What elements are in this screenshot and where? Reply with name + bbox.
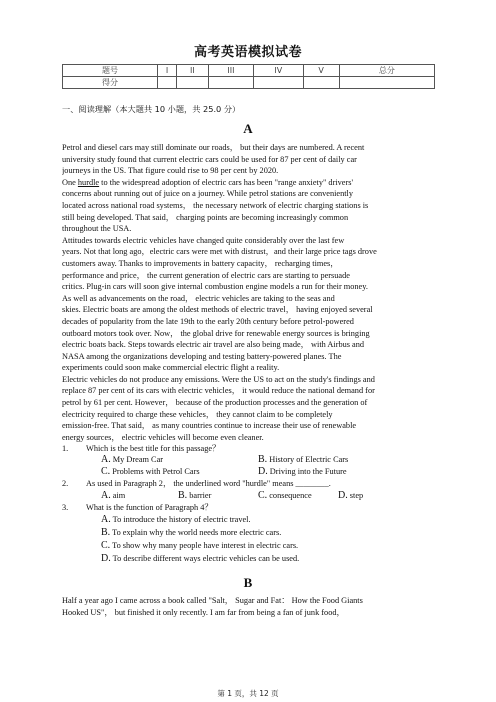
- question-2: [62, 478, 331, 489]
- score-row-label: 得分: [63, 77, 158, 89]
- section-heading: 一、阅读理解（本大题共 10 小题，共 25.0 分）: [62, 104, 241, 114]
- q1-option-c[interactable]: [101, 466, 200, 477]
- passage-a-body: [62, 142, 436, 443]
- q3-option-d[interactable]: [101, 553, 299, 564]
- passage-line: Hooked US"， but finished it only recently. I am far from being a fan of junk food，: [62, 607, 345, 617]
- score-header-cell: III: [208, 65, 253, 77]
- passage-line: As well as advancements on the road， electric vehicles are taking to the seas and: [62, 293, 335, 303]
- passage-line: electricity required to charge these vehicles， they cannot claim to be completely: [62, 409, 333, 419]
- score-header-cell: I: [158, 65, 177, 77]
- question-number: 3.: [62, 503, 69, 512]
- q1-option-d[interactable]: [258, 466, 347, 477]
- score-table-score-row: [63, 77, 435, 89]
- score-header-cell: 总分: [339, 65, 434, 77]
- option-text: Problems with Petrol Cars: [110, 467, 200, 476]
- score-header-cell: II: [176, 65, 208, 77]
- score-header-cell: V: [303, 65, 339, 77]
- passage-line: NASA among the organizations developing and testing battery-powered planes. The: [62, 351, 342, 361]
- option-label: B.: [178, 490, 188, 501]
- passage-line-hurdle: [62, 177, 436, 189]
- question-stem: Which is the best title for this passage？: [86, 444, 221, 453]
- passage-line: still being developed. That said， charging points are becoming increasingly common: [62, 212, 349, 222]
- option-text: Driving into the Future: [267, 467, 347, 476]
- option-text: step: [347, 491, 364, 500]
- passage-line: journeys in the US. That figure could rise to 98 per cent by 2020.: [62, 166, 279, 176]
- option-text: My Dream Car: [110, 455, 164, 464]
- page-footer: 第 1 页，共 12 页: [217, 689, 279, 698]
- passage-line: electric boats back. Steps towards electric air travel are also being made， with Airbus and: [62, 340, 365, 350]
- option-text: barrier: [187, 491, 212, 500]
- question-stem: As used in Paragraph 2， the underlined word "hurdle" means ________.: [86, 479, 331, 488]
- passage-line: replace 87 per cent of its cars with electric vehicles， it would reduce the national demand for: [62, 386, 375, 396]
- page-title: 高考英语模拟试卷: [193, 45, 302, 60]
- option-text: History of Electric Cars: [267, 455, 349, 464]
- q3-option-c[interactable]: [101, 540, 298, 551]
- passage-line: skies. Electric boats are among the oldest methods of electric travel， having enjoyed several: [62, 305, 373, 315]
- passage-line: concerns about running out of juice on a journey. While petrol stations are conveniently: [62, 189, 353, 199]
- q3-option-a[interactable]: [101, 514, 251, 525]
- passage-line: emission-free. That said， as many countries continue to increase their use of renewable: [62, 421, 357, 431]
- score-cell[interactable]: [176, 77, 208, 89]
- q2-option-c[interactable]: [258, 490, 312, 501]
- passage-b-body: [62, 595, 436, 618]
- passage-text: to the widespread adoption of electric cars has been "range anxiety" drivers': [99, 177, 353, 187]
- score-cell[interactable]: [303, 77, 339, 89]
- score-header-cell: IV: [254, 65, 303, 77]
- score-cell[interactable]: [208, 77, 253, 89]
- option-text: aim: [110, 491, 126, 500]
- score-cell[interactable]: [254, 77, 303, 89]
- option-text: To explain why the world needs more electric cars.: [110, 528, 282, 537]
- score-cell[interactable]: [158, 77, 177, 89]
- option-label: D.: [258, 466, 268, 477]
- passage-line: university study found that current electric cars could be used for 87 per cent of daily car: [62, 154, 357, 164]
- passage-text: One: [62, 177, 78, 187]
- option-label: D.: [101, 553, 111, 564]
- score-table-header-row: [63, 65, 435, 77]
- question-number: 1.: [62, 444, 69, 453]
- passage-line: outboard motors took over. Now， the global drive for renewable energy sources is bringing: [62, 328, 370, 338]
- q1-option-a[interactable]: [101, 454, 163, 465]
- score-header-cell: 题号: [63, 65, 158, 77]
- passage-line: customers away. Thanks to improvements in battery capacity， recharging times，: [62, 258, 339, 268]
- score-cell[interactable]: [339, 77, 434, 89]
- passage-line: Half a year ago I came across a book called "Salt， Sugar and Fat： How the Food Giants: [62, 596, 363, 605]
- q1-option-b[interactable]: [258, 454, 348, 465]
- option-text: To show why many people have interest in electric cars.: [110, 541, 299, 550]
- passage-line: performance and price， the current generation of electric cars are starting to persuade: [62, 270, 350, 280]
- passage-line: years. Not that long ago，electric cars were met with distrust，and their large price tags drove: [62, 247, 377, 257]
- passage-line: experiments could soon make commercial electric flight a reality.: [62, 363, 280, 373]
- passage-line: decades of popularity from the late 19th to the early 20th century before petrol-powered: [62, 316, 354, 326]
- passage-line: petrol by 61 per cent. However， because of the production processes and the generation of: [62, 398, 368, 408]
- passage-line: located across national road systems， the necessary network of electric charging stations is: [62, 200, 369, 210]
- q2-option-b[interactable]: [178, 490, 211, 501]
- passage-line: Electric vehicles do not produce any emissions. Were the US to act on the study's findings and: [62, 374, 375, 384]
- passage-line: throughout the USA.: [62, 224, 132, 234]
- option-label: A.: [101, 490, 111, 501]
- passage-b-letter: B: [243, 575, 253, 590]
- q3-option-b[interactable]: [101, 527, 281, 538]
- passage-line: Petrol and diesel cars may still dominate our roads， but their days are numbered. A recent: [62, 143, 365, 152]
- option-label: D.: [338, 490, 348, 501]
- option-label: C.: [258, 490, 268, 501]
- question-1: [62, 443, 220, 454]
- option-text: To introduce the history of electric travel.: [110, 515, 251, 524]
- q2-option-a[interactable]: [101, 490, 125, 501]
- option-label: B.: [101, 527, 111, 538]
- passage-line: critics. Plug-in cars will soon give internal combustion engine models a run for their money.: [62, 282, 368, 292]
- option-label: A.: [101, 514, 111, 525]
- option-text: To describe different ways electric vehicles can be used.: [110, 554, 300, 563]
- question-stem: What is the function of Paragraph 4？: [86, 503, 213, 512]
- option-text: consequence: [267, 491, 312, 500]
- option-label: C.: [101, 540, 111, 551]
- passage-a-letter: A: [243, 121, 253, 136]
- option-label: A.: [101, 454, 111, 465]
- option-label: C.: [101, 466, 111, 477]
- score-table: [62, 64, 435, 89]
- underlined-word-hurdle: hurdle: [77, 177, 100, 187]
- passage-line: energy sources， electric vehicles will become even cleaner.: [62, 432, 264, 442]
- q2-option-d[interactable]: [338, 490, 363, 501]
- passage-line: Attitudes towards electric vehicles have changed quite considerably over the last few: [62, 235, 345, 245]
- question-number: 2.: [62, 479, 69, 488]
- question-3: [62, 502, 213, 513]
- option-label: B.: [258, 454, 268, 465]
